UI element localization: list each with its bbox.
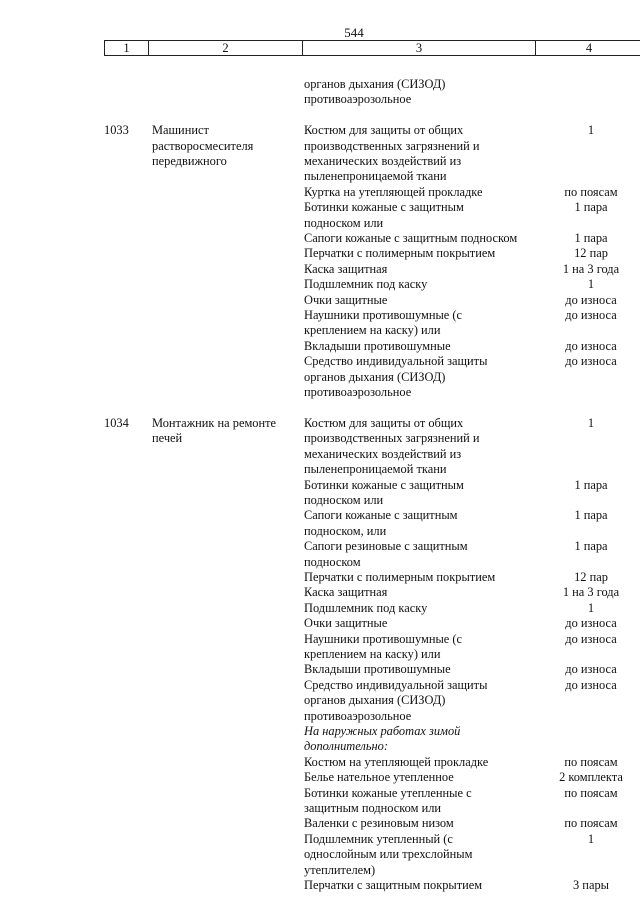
table-row	[104, 601, 640, 616]
table-row	[104, 832, 640, 878]
table-row	[104, 200, 640, 231]
item-norm: 2 комплекта	[559, 770, 623, 785]
item-norm: до износа	[565, 308, 617, 323]
table-row	[104, 878, 640, 893]
profession-name: Машинист растворосмесителя передвижного	[152, 123, 254, 169]
item-name: Костюм для защиты от общих производственных загрязнений и механических воздействий из пыленепроницаемой ткани	[304, 415, 480, 477]
item-norm: по поясам	[564, 754, 618, 769]
profession-name: Монтажник на ремонте печей	[152, 415, 277, 446]
item-norm: 1 пара	[574, 231, 608, 246]
table-row	[104, 308, 640, 339]
item-name: Ботинки кожаные с защитным подноском или	[304, 200, 464, 230]
item-norm: 1	[587, 831, 595, 846]
row-gap	[104, 108, 640, 123]
item-norm: 1 на 3 года	[562, 261, 620, 276]
table-row	[104, 416, 640, 478]
column-header-1: 1	[105, 41, 149, 56]
item-name: Перчатки с полимерным покрытием	[304, 569, 496, 584]
item-norm: до износа	[565, 292, 617, 307]
item-norm: по поясам	[564, 816, 618, 831]
table-row	[104, 246, 640, 261]
item-name: Костюм на утепляющей прокладке	[304, 754, 489, 769]
table-row	[104, 662, 640, 677]
table-row	[104, 478, 640, 509]
item-norm: 12 пар	[574, 569, 608, 584]
table-row	[104, 262, 640, 277]
item-name: Ботинки кожаные утепленные с защитным подноском или	[304, 785, 472, 816]
table-row	[104, 185, 640, 200]
item-norm: 1	[587, 600, 595, 615]
table-row	[104, 339, 640, 354]
table-row	[104, 816, 640, 831]
item-norm: по поясам	[564, 184, 618, 199]
entry-number: 1034	[104, 415, 129, 430]
item-name: Костюм для защиты от общих производственных загрязнений и механических воздействий из пыленепроницаемой ткани	[304, 123, 480, 184]
item-norm: до износа	[565, 677, 617, 692]
table-row	[104, 770, 640, 785]
item-norm: 1	[587, 277, 595, 292]
table-row	[104, 354, 640, 400]
table-row	[104, 755, 640, 770]
item-name: Перчатки с защитным покрытием	[304, 878, 483, 893]
table-row	[104, 585, 640, 600]
item-norm	[538, 724, 640, 755]
table-row	[104, 786, 640, 817]
item-name: Средство индивидуальной защиты органов дыхания (СИЗОД) противоаэрозольное	[304, 677, 488, 723]
item-name: Наушники противошумные (с креплением на каску) или	[304, 631, 463, 661]
item-norm: до износа	[565, 616, 617, 631]
column-header-4: 4	[536, 41, 640, 56]
item-norm: 3 пары	[573, 878, 609, 893]
table-row	[104, 277, 640, 292]
continuation-row	[104, 77, 640, 108]
item-name: На наружных работах зимой дополнительно:	[304, 724, 461, 754]
item-name: Вкладыши противошумные	[304, 338, 451, 353]
table-body	[104, 77, 640, 894]
item-norm: до износа	[565, 631, 617, 646]
table-row	[104, 293, 640, 308]
item-norm: до износа	[565, 338, 617, 353]
table-row	[104, 632, 640, 663]
item-norm: 1 пара	[574, 508, 608, 523]
column-header-2: 2	[149, 41, 303, 56]
item-norm: 1 пара	[574, 539, 608, 554]
table-row	[104, 724, 640, 755]
item-norm: 1	[587, 415, 595, 430]
item-name: Вкладыши противошумные	[304, 662, 451, 677]
column-header-table	[104, 40, 640, 56]
item-name: Очки защитные	[304, 292, 388, 307]
item-name: Подшлемник под каску	[304, 600, 428, 615]
item-name: Сапоги кожаные с защитным подноском, или	[304, 508, 458, 538]
item-norm: до износа	[565, 662, 617, 677]
item-name: Подшлемник под каску	[304, 277, 428, 292]
item-name: Каска защитная	[304, 261, 388, 276]
table-row	[104, 508, 640, 539]
item-name: Сапоги кожаные с защитным подноском	[304, 231, 518, 246]
column-header-3: 3	[303, 41, 536, 56]
item-name: Куртка на утепляющей прокладке	[304, 184, 483, 199]
item-name: органов дыхания (СИЗОД) противоаэрозольное	[304, 77, 446, 107]
item-norm: 12 пар	[574, 246, 608, 261]
item-norm: 1 пара	[574, 200, 608, 215]
item-name: Наушники противошумные (с креплением на каску) или	[304, 308, 463, 338]
table-row	[104, 570, 640, 585]
table-row	[104, 616, 640, 631]
entry-number: 1033	[104, 123, 129, 138]
item-norm: до износа	[565, 354, 617, 369]
page-number: 544	[344, 25, 364, 40]
item-norm: по поясам	[564, 785, 618, 800]
item-name: Очки защитные	[304, 616, 388, 631]
item-norm: 1	[587, 123, 595, 138]
item-name: Белье нательное утепленное	[304, 770, 454, 785]
item-name: Каска защитная	[304, 585, 388, 600]
item-name: Перчатки с полимерным покрытием	[304, 246, 496, 261]
table-row	[104, 231, 640, 246]
table-row	[104, 123, 640, 185]
item-norm: 1 на 3 года	[562, 585, 620, 600]
row-gap	[104, 401, 640, 416]
table-row	[104, 539, 640, 570]
item-name: Подшлемник утепленный (с однослойным или трехслойным утеплителем)	[304, 831, 473, 877]
item-name: Ботинки кожаные с защитным подноском или	[304, 477, 464, 507]
item-name: Валенки с резиновым низом	[304, 816, 454, 831]
item-name: Сапоги резиновые с защитным подноском	[304, 539, 468, 569]
table-row	[104, 678, 640, 724]
item-name: Средство индивидуальной защиты органов дыхания (СИЗОД) противоаэрозольное	[304, 354, 488, 400]
item-norm: 1 пара	[574, 477, 608, 492]
